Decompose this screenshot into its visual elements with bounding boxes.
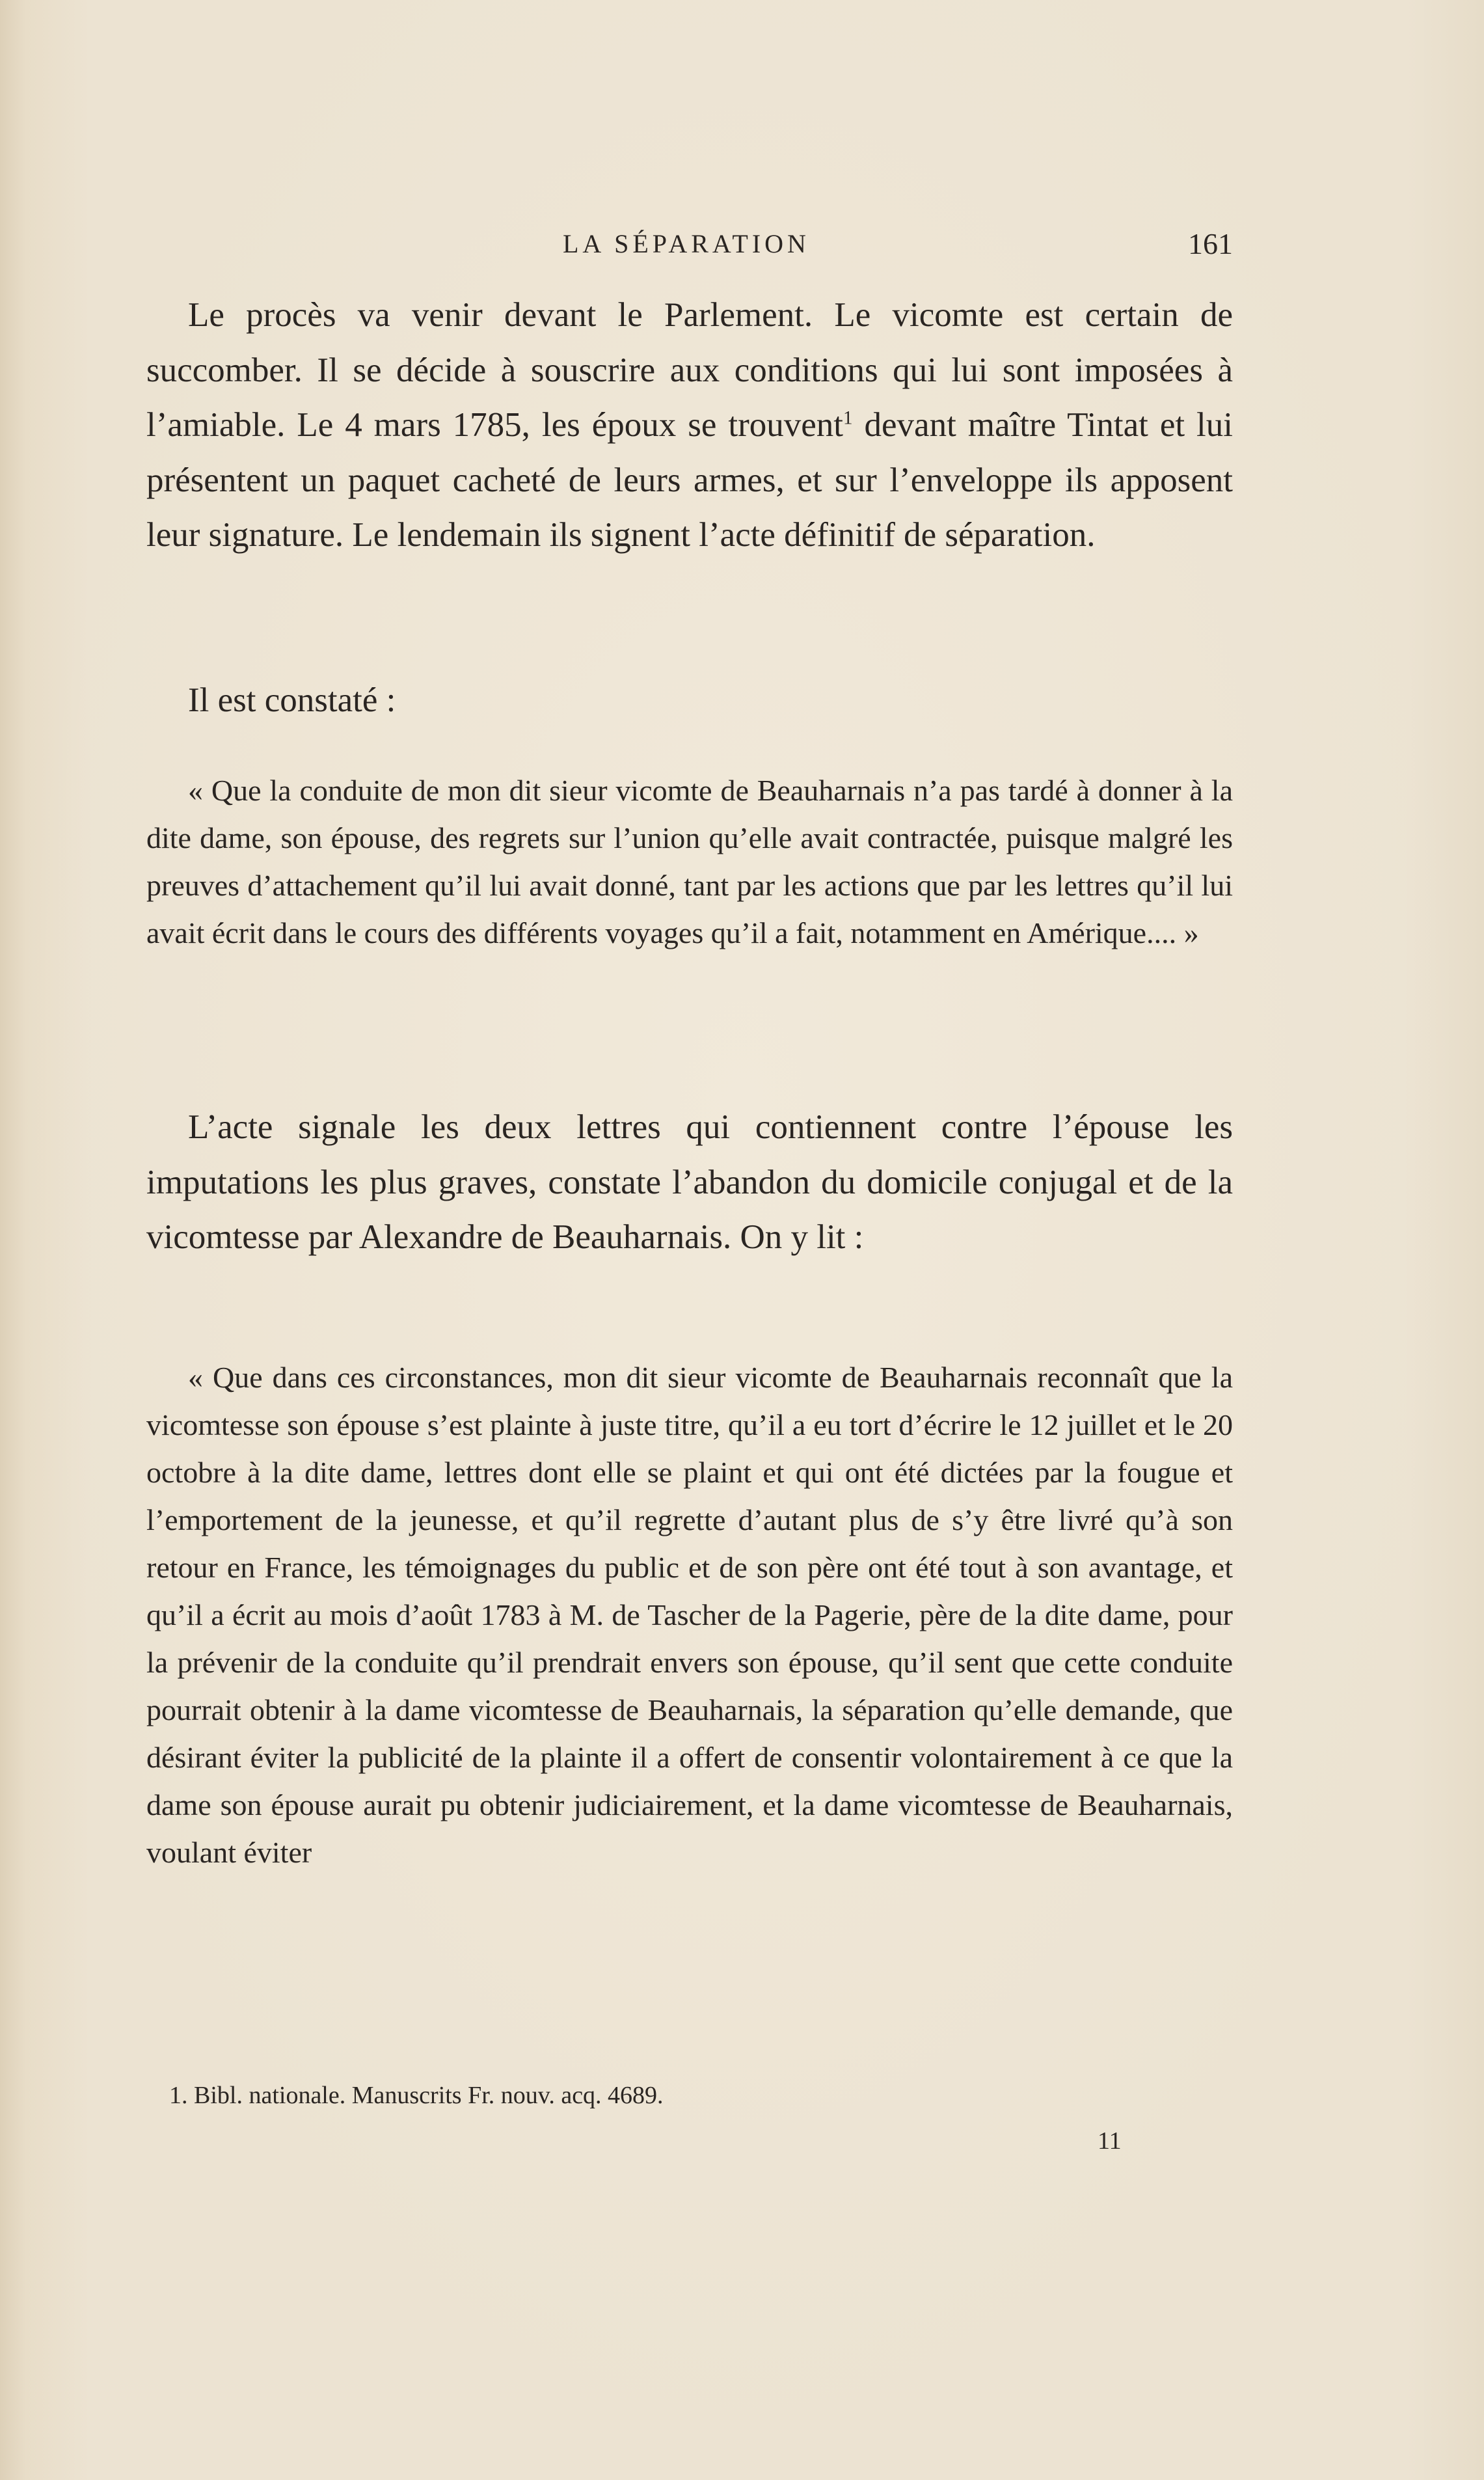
quotation-1: « Que la conduite de mon dit sieur vicomte de Beauharnais n’a pas tardé à donner à la dite dame, son épouse, des regrets sur l’union qu’elle avait contractée, puisque malgré les preuves d’attachement qu’il lui avait donné, tant par les actions que par les lettres qu’il lui avait écrit dans le cours des différents voyages qu’il a fait, notamment en Amérique.... » [146, 774, 1233, 949]
page-header [146, 225, 1233, 264]
footnote-ref: 1 [843, 407, 853, 429]
page-number: 161 [1188, 227, 1233, 260]
signature-mark: 11 [1098, 2127, 1122, 2155]
paragraph-1-text: Le procès va venir devant le Parlement. Le vicomte est certain de succomber. Il se décide à souscrire aux conditions qui lui sont imposées à l’amiable. Le 4 mars 1785, les époux se trouvent [146, 296, 1233, 444]
paragraph-3: L’acte signale les deux lettres qui contiennent contre l’épouse les imputations les plus graves, constate l’abandon du domicile conjugal et de la vicomtesse par Alexandre de Beauharnais. On y lit : [146, 1108, 1233, 1256]
footnote: 1. Bibl. nationale. Manuscrits Fr. nouv. acq. 4689. [169, 2082, 664, 2109]
running-head: LA SÉPARATION [563, 229, 810, 258]
paragraph-1 [146, 288, 1233, 563]
paragraph-1-continued: devant maître Tintat et lui présentent un paquet cacheté de leurs armes, et sur l’enveloppe ils apposent leur signature. Le lendemain ils signent l’acte définitif de séparation. [146, 406, 1233, 554]
paragraph-2: Il est constaté : [188, 681, 396, 719]
quotation-2: « Que dans ces circonstances, mon dit sieur vicomte de Beauharnais reconnaît que la vicomtesse son épouse s’est plainte à juste titre, qu’il a eu tort d’écrire le 12 juillet et le 20 octobre à la dite dame, lettres dont elle se plaint et qui ont été dictées par la fougue et l’emportement de la jeunesse, et qu’il regrette d’autant plus de s’y être livré qu’à son retour en France, les témoignages du public et de son père ont été tout à son avantage, et qu’il a écrit au mois d’août 1783 à M. de Tascher de la Pagerie, père de la dite dame, pour la prévenir de la conduite qu’il prendrait envers son épouse, qu’il sent que cette conduite pourrait obtenir à la dame vicomtesse de Beauharnais, la séparation qu’elle demande, que désirant éviter la publicité de la plainte il a offert de consentir volontairement à ce que la dame son épouse aurait pu obtenir judiciairement, et la dame vicomtesse de Beauharnais, voulant éviter [146, 1361, 1233, 1869]
